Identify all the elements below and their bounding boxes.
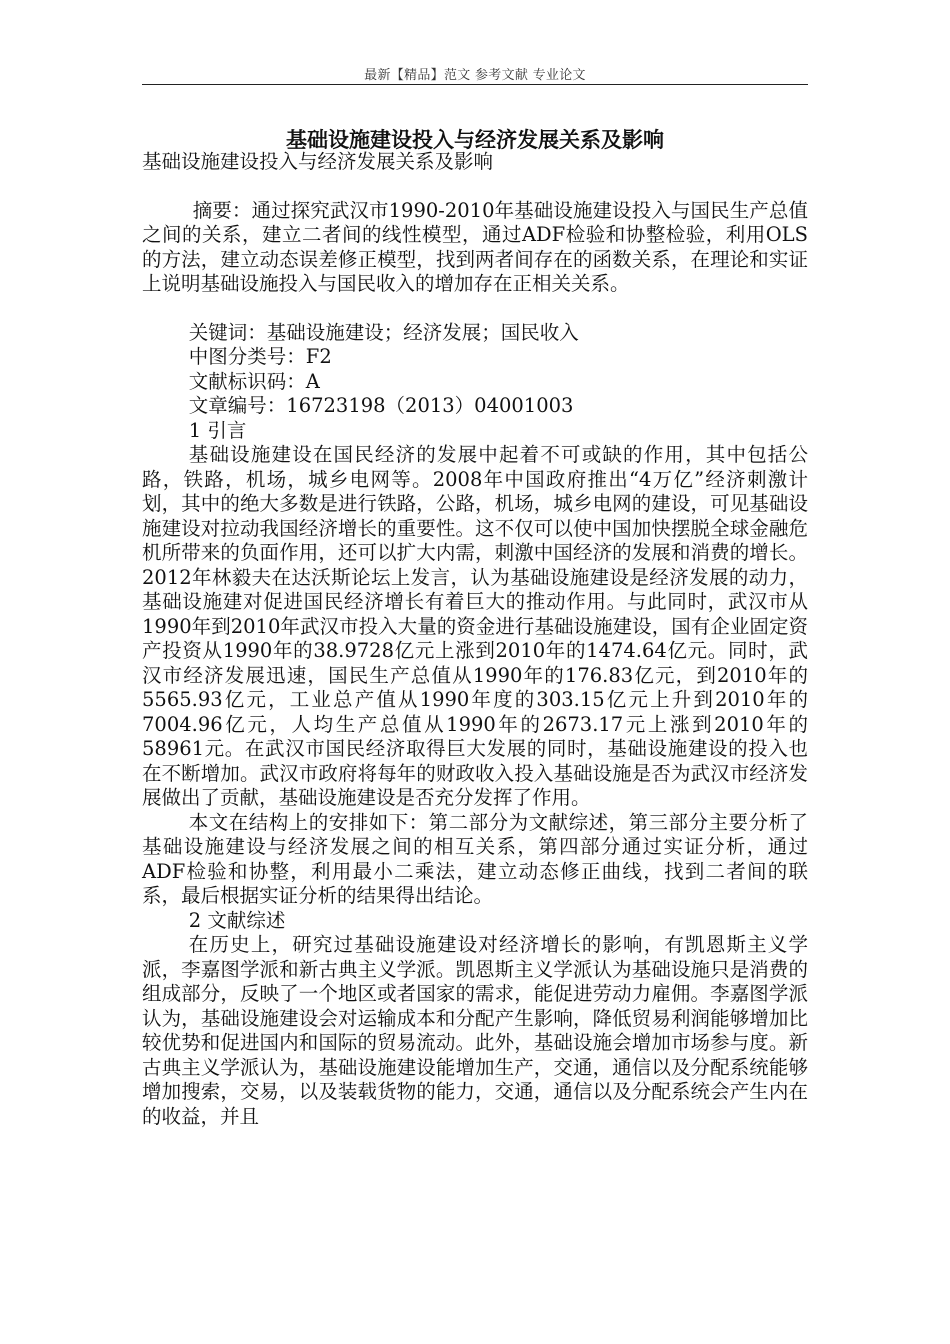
document-code-line: 文献标识码：A	[188, 369, 320, 393]
keywords-line: 关键词：基础设施建设；经济发展；国民收入	[188, 320, 579, 344]
section-2-paragraph-1: 在历史上，研究过基础设施建设对经济增长的影响，有凯恩斯主义学派，李嘉图学派和新古典主义学派。凯恩斯主义学派认为基础设施只是消费的组成部分，反映了一个地区或者国家的需求，能促进劳动力雇佣。李嘉图学派认为，基础设施建设会对运输成本和分配产生影响，降低贸易利润能够增加比较优势和促进国内和国际的贸易流动。此外，基础设施会增加市场参与度。新古典主义学派认为，基础设施建设能增加生产，交通，通信以及分配系统能够增加搜索，交易，以及装载货物的能力，交通，通信以及分配系统会产生内在的收益，并且	[142, 933, 808, 1128]
abstract-paragraph: 摘要：通过探究武汉市1990-2010年基础设施建设投入与国民生产总值之间的关系，建立二者间的线性模型，通过ADF检验和协整检验，利用OLS的方法，建立动态误差修正模型，找到两者间存在的函数关系，在理论和实证上说明基础设施投入与国民收入的增加存在正相关关系。	[142, 198, 808, 295]
document-subtitle: 基础设施建设投入与经济发展关系及影响	[142, 150, 494, 173]
article-number-line: 文章编号：16723198（2013）04001003	[188, 394, 574, 417]
section-1-heading: 1 引言	[188, 418, 247, 442]
document-body	[142, 150, 808, 1129]
document-title: 基础设施建设投入与经济发展关系及影响	[286, 127, 664, 152]
clc-number-line: 中图分类号：F2	[188, 345, 332, 368]
section-1-paragraph-2: 本文在结构上的安排如下：第二部分为文献综述，第三部分主要分析了基础设施建设与经济发展之间的相互关系，第四部分通过实证分析，通过ADF检验和协整，利用最小二乘法，建立动态修正曲线，找到二者间的联系，最后根据实证分析的结果得出结论。	[142, 810, 808, 907]
section-2-heading: 2 文献综述	[188, 908, 286, 932]
running-header: 最新【精品】范文 参考文献 专业论文	[364, 68, 586, 83]
header-divider	[142, 84, 808, 85]
section-1-paragraph-1: 基础设施建设在国民经济的发展中起着不可或缺的作用，其中包括公路，铁路，机场，城乡电网等。2008年中国政府推出“4万亿”经济刺激计划，其中的绝大多数是进行铁路，公路，机场，城乡电网的建设，可见基础设施建设对拉动我国经济增长的重要性。这不仅可以使中国加快摆脱全球金融危机所带来的负面作用，还可以扩大内需，刺激中国经济的发展和消费的增长。2012年林毅夫在达沃斯论坛上发言，认为基础设施建设是经济发展的动力，基础设施建对促进国民经济增长有着巨大的推动作用。与此同时，武汉市从1990年到2010年武汉市投入大量的资金进行基础设施建设，国有企业固定资产投资从1990年的38.9728亿元上涨到2010年的1474.64亿元。同时，武汉市经济发展迅速，国民生产总值从1990年的176.83亿元，到2010年的5565.93亿元，工业总产值从1990年度的303.15亿元上升到2010年的7004.96亿元，人均生产总值从1990年的2673.17元上涨到2010年的58961元。在武汉市国民经济取得巨大发展的同时，基础设施建设的投入也在不断增加。武汉市政府将每年的财政收入投入基础设施是否为武汉市经济发展做出了贡献，基础设施建设是否充分发挥了作用。	[142, 443, 808, 809]
